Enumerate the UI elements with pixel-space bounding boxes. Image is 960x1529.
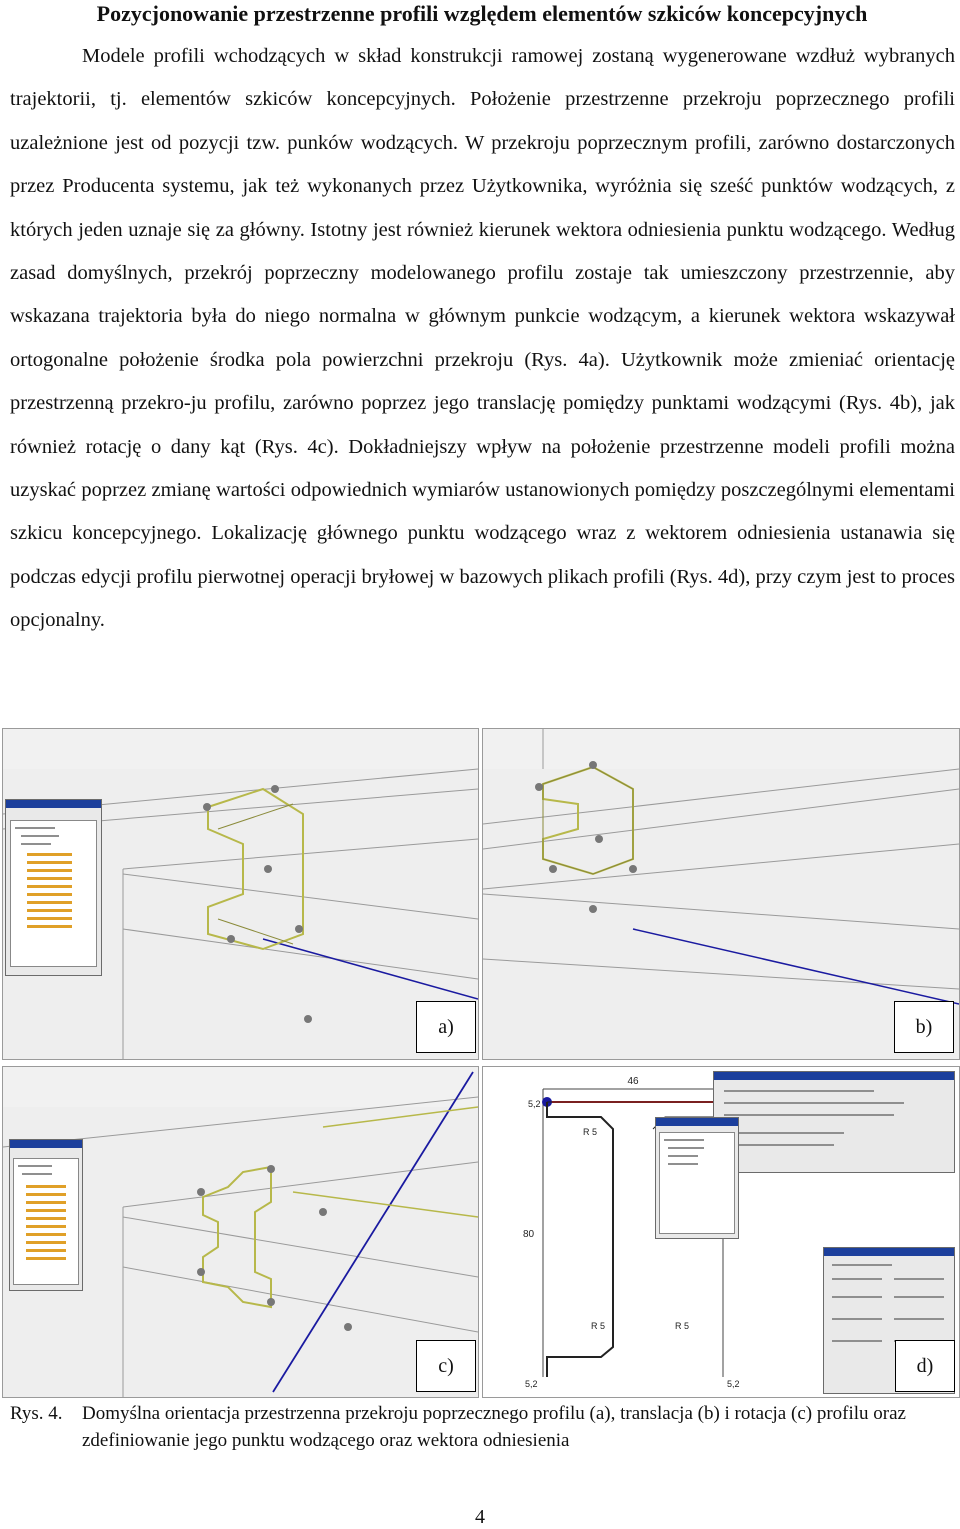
frame-utility-dialog[interactable] — [713, 1071, 955, 1173]
caption-text: Domyślna orientacja przestrzenna przekroju poprzecznego profilu (a), translacja (b) i rotacja (c) profilu oraz zdefiniowanie jego punktu wodzącego oraz wektora odniesienia — [82, 1403, 906, 1451]
figure-panel-c — [2, 1066, 479, 1398]
tree-view[interactable] — [13, 1158, 79, 1285]
dim-radius-bl: R 5 — [591, 1321, 606, 1331]
dim-top-width: 46 — [627, 1076, 639, 1087]
dim-height: 80 — [523, 1229, 535, 1240]
dialog-titlebar — [824, 1248, 954, 1256]
section-title: Pozycjonowanie przestrzenne profili względem elementów szkiców koncepcyjnych — [96, 1, 868, 26]
page-number: 4 — [475, 1506, 485, 1528]
dim-flange-left: 5,2 — [528, 1099, 541, 1109]
selection-dialog-a[interactable] — [5, 799, 102, 976]
body-paragraph — [10, 35, 955, 643]
dim-flange-br: 5,2 — [727, 1379, 740, 1389]
dialog-titlebar — [6, 800, 101, 808]
panel-label-b: b) — [894, 1001, 954, 1053]
dim-radius-br: R 5 — [675, 1321, 690, 1331]
body-paragraph-text: Modele profili wchodzących w skład konstrukcji ramowej zostaną wygenerowane wzdłuż wybranych trajektorii, tj. elementów szkiców koncepcyjnych. Położenie przestrzenne przekroju poprzecznego profili uzależnione jest od pozycji tzw. punków wodzących. W przekroju poprzecznym profili, zarówno dostarczonych przez Producenta systemu, jak też wykonanych przez Użytkownika, wyróżnia się sześć punktów wodzących, z których jeden uznaje się za główny. Istotny jest również kierunek wektora odniesienia punktu wodzącego. Według zasad domyślnych, przekrój poprzeczny modelowanego profilu zostaje tak umieszczony przestrzennie, aby wskazana trajektoria była do niego normalna w głównym punkcie wodzącym, a kierunek wektora wskazywał ortogonalne położenie środka pola powierzchni przekroju (Rys. 4a). Użytkownik może zmieniać orientację przestrzenną przekro-ju profilu, zarówno poprzez jego translację pomiędzy punktami wodzącymi (Rys. 4b), jak również rotację o dany kąt (Rys. 4c). Dokładniejszy wpływ na położenie przestrzenne modeli profili można uzyskać poprzez zmianę wartości odpowiednich wymiarów ustanowionych pomiędzy poszczególnymi elementami szkicu koncepcyjnego. Lokalizację głównego punktu wodzącego wraz z wektorem odniesienia ustanawia się podczas edycji profilu pierwotnej operacji bryłowej w bazowych plikach profili (Rys. 4d), przy czym jest to proces opcjonalny. — [10, 45, 955, 632]
panel-label-d: d) — [895, 1340, 955, 1392]
panel-b-drawing — [483, 729, 959, 1059]
tree-view[interactable] — [10, 820, 97, 967]
dialog-titlebar — [656, 1118, 738, 1126]
dim-radius-tl: R 5 — [583, 1127, 598, 1137]
dim-flange-bl: 5,2 — [525, 1379, 538, 1389]
dialog-titlebar — [714, 1072, 954, 1080]
tree-view[interactable] — [659, 1132, 735, 1234]
panel-label-a: a) — [416, 1001, 476, 1053]
figure-panel-b — [482, 728, 960, 1060]
figure-panel-d — [482, 1066, 960, 1398]
caption-label: Rys. 4. — [10, 1403, 63, 1424]
panel-label-c: c) — [416, 1340, 476, 1392]
dialog-titlebar — [10, 1140, 82, 1148]
tree-dialog[interactable] — [655, 1117, 739, 1239]
selection-dialog-c[interactable] — [9, 1139, 83, 1291]
figure-panel-a — [2, 728, 479, 1060]
